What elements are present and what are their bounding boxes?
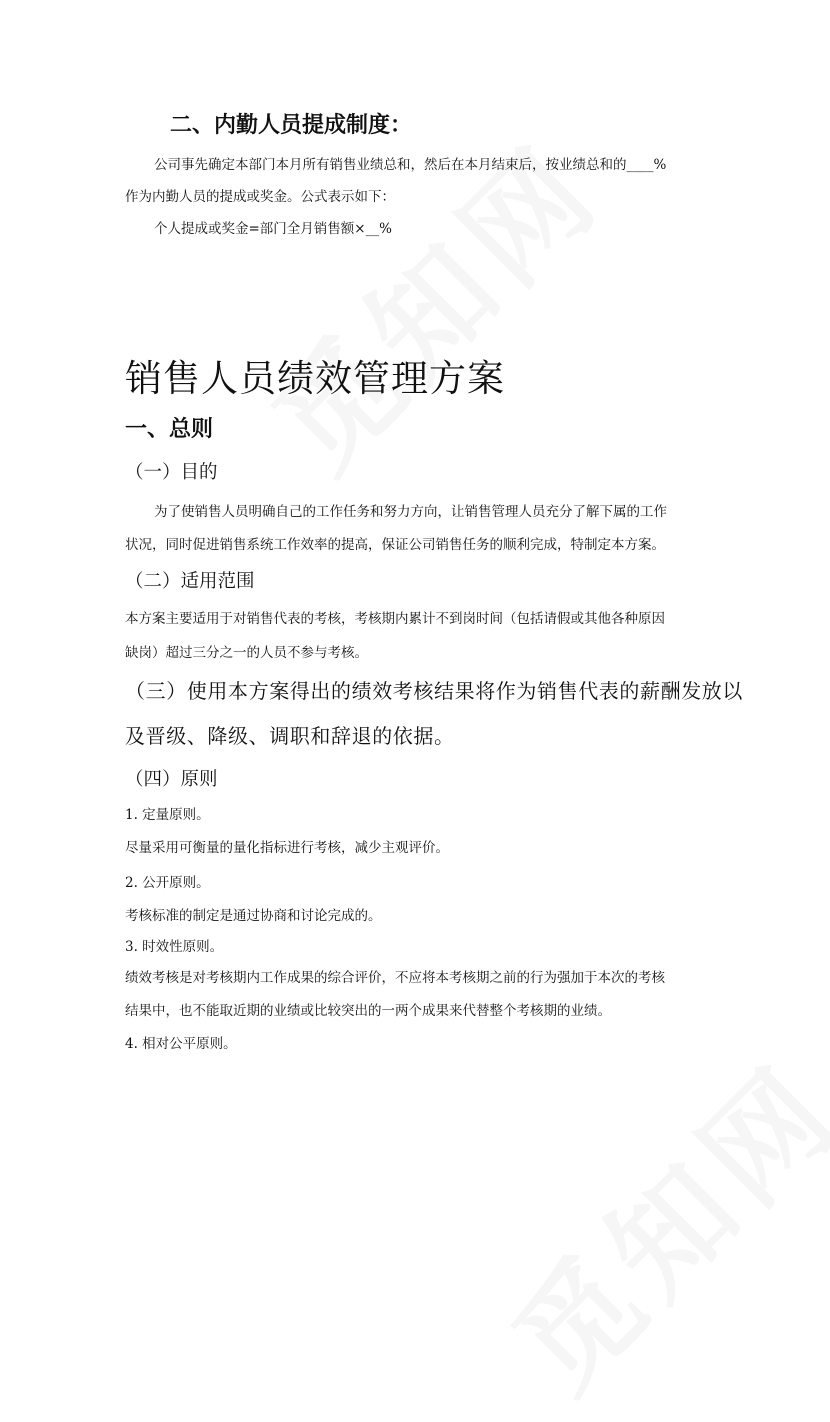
principle-title: 2. 公开原则。 bbox=[125, 875, 210, 891]
paragraph-line: 及晋级、降级、调职和辞退的依据。 bbox=[125, 724, 455, 748]
subsection-heading: （一）目的 bbox=[125, 462, 218, 483]
paragraph-line: 尽量采用可衡量的量化指标进行考核，减少主观评价。 bbox=[125, 840, 449, 856]
subsection-heading: （二）适用范围 bbox=[125, 571, 255, 592]
paragraph-line: 为了使销售人员明确自己的工作任务和努力方向，让销售管理人员充分了解下属的工作 bbox=[154, 504, 667, 520]
paragraph-line: 本方案主要适用于对销售代表的考核，考核期内累计不到岗时间（包括请假或其他各种原因 bbox=[125, 611, 665, 627]
principle-title: 3. 时效性原则。 bbox=[125, 939, 224, 955]
paragraph-line: 公司事先确定本部门本月所有销售业绩总和，然后在本月结束后，按业绩总和的____% bbox=[154, 157, 667, 173]
formula-line: 个人提成或奖金=部门全月销售额×__% bbox=[154, 221, 392, 237]
paragraph-line: 作为内勤人员的提成或奖金。公式表示如下： bbox=[125, 189, 395, 205]
paragraph-line: （三）使用本方案得出的绩效考核结果将作为销售代表的薪酬发放以 bbox=[125, 679, 743, 703]
watermark bbox=[470, 1020, 830, 1422]
paragraph-line: 缺岗）超过三分之一的人员不参与考核。 bbox=[125, 645, 368, 661]
paragraph-line: 结果中，也不能取近期的业绩或比较突出的一两个成果来代替整个考核期的业绩。 bbox=[125, 1003, 611, 1019]
section-heading: 二、内勤人员提成制度： bbox=[170, 113, 413, 138]
paragraph-line: 绩效考核是对考核期内工作成果的综合评价，不应将本考核期之前的行为强加于本次的考核 bbox=[125, 970, 665, 986]
paragraph-line: 状况，同时促进销售系统工作效率的提高，保证公司销售任务的顺利完成，特制定本方案。 bbox=[125, 537, 665, 553]
document-title: 销售人员绩效管理方案 bbox=[125, 357, 505, 400]
subsection-heading: （四）原则 bbox=[125, 769, 218, 790]
principle-title: 1. 定量原则。 bbox=[125, 807, 210, 823]
paragraph-line: 考核标准的制定是通过协商和讨论完成的。 bbox=[125, 908, 382, 924]
section-heading: 一、总则 bbox=[125, 417, 214, 442]
principle-title: 4. 相对公平原则。 bbox=[125, 1036, 237, 1052]
